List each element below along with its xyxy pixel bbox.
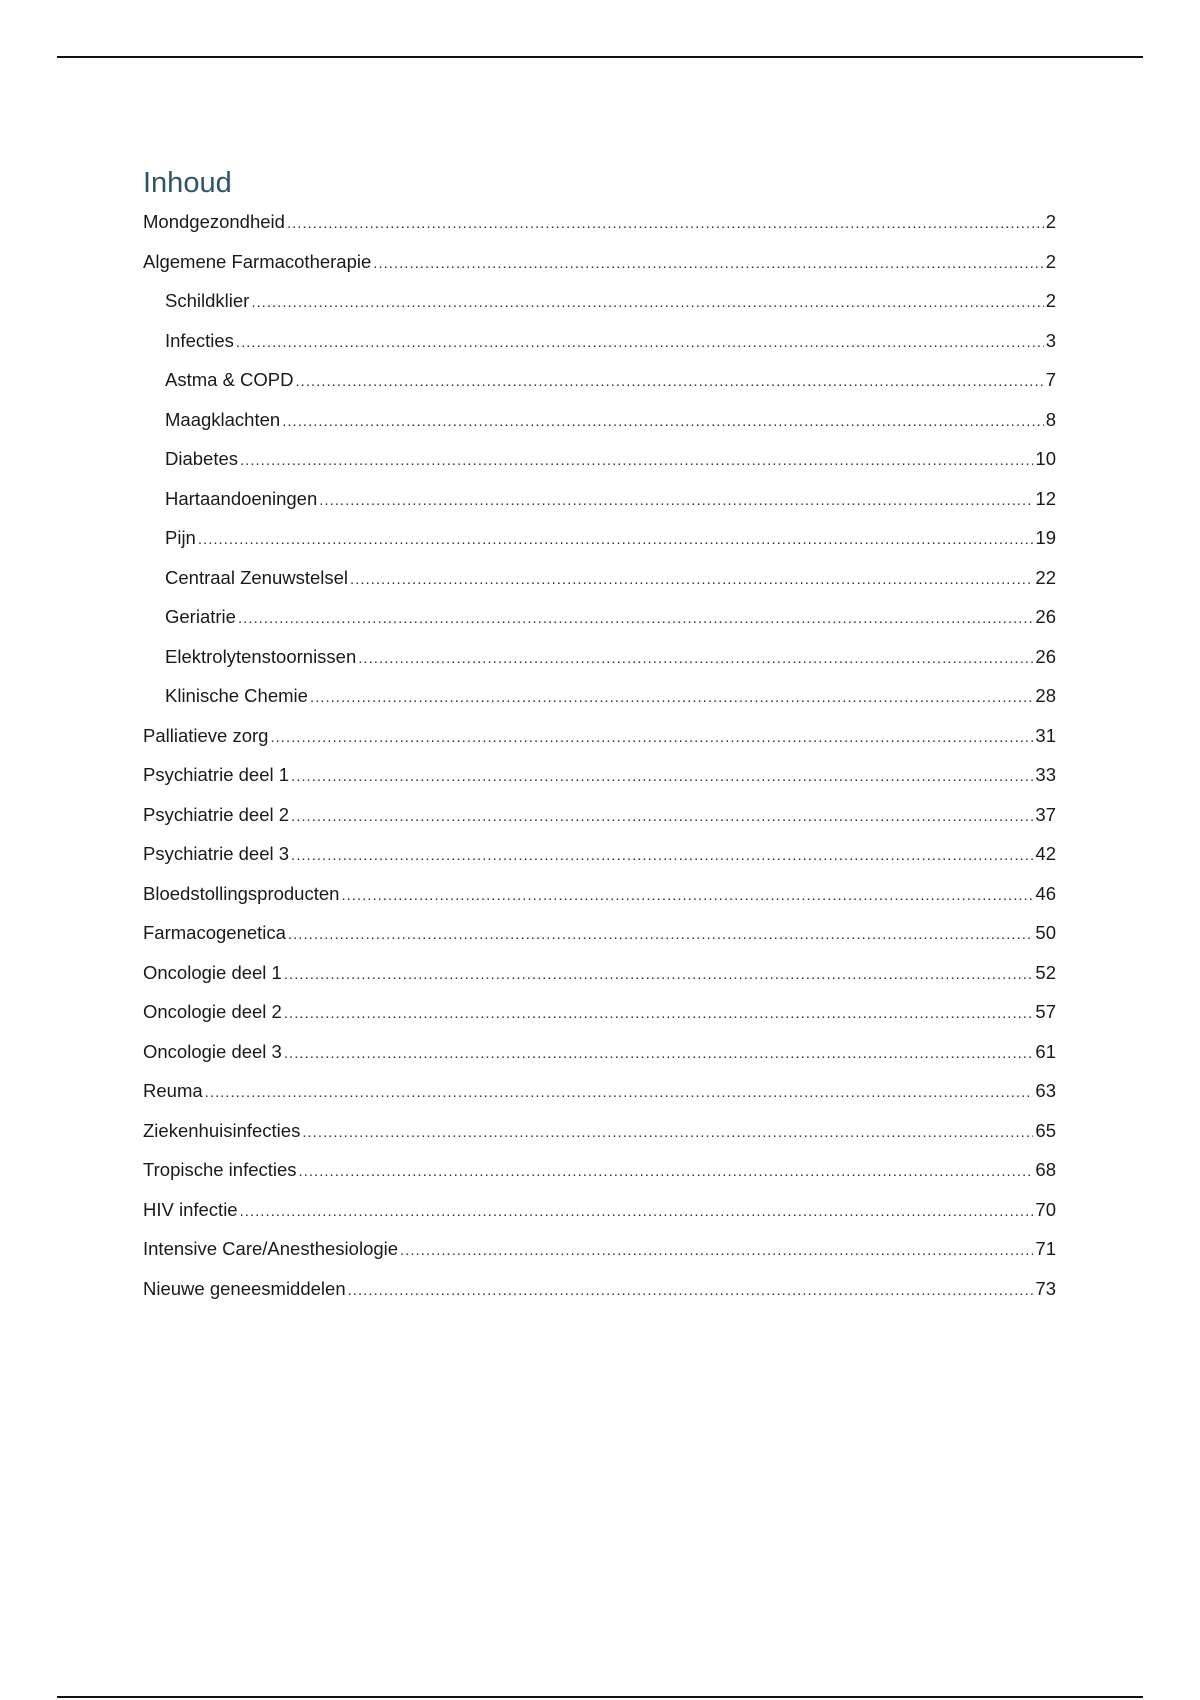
toc-entry[interactable]: [143, 1276, 1056, 1316]
toc-entry-page-number[interactable]: 3: [1045, 329, 1056, 351]
toc-dot-leader: [287, 211, 1044, 237]
toc-entry-page-number[interactable]: 52: [1035, 961, 1056, 983]
toc-entry-page-number[interactable]: 63: [1035, 1080, 1056, 1101]
toc-entry-label[interactable]: Oncologie deel 1: [143, 961, 282, 983]
toc-entry-label[interactable]: Geriatrie: [165, 606, 236, 627]
toc-entry-label[interactable]: Psychiatrie deel 3: [143, 843, 290, 864]
toc-entry-page-number[interactable]: 31: [1035, 724, 1056, 746]
toc-entry-page-number[interactable]: 8: [1045, 408, 1056, 430]
toc-dot-leader: [198, 527, 1034, 553]
toc-entry-page-number[interactable]: 26: [1035, 606, 1056, 627]
toc-entry-page-number[interactable]: 50: [1035, 922, 1056, 943]
toc-entry[interactable]: [143, 407, 1056, 447]
toc-entry[interactable]: [143, 1078, 1056, 1118]
toc-dot-leader: [288, 922, 1033, 948]
toc-entry[interactable]: [143, 1118, 1056, 1158]
toc-entry-label[interactable]: Astma & COPD: [165, 369, 294, 390]
toc-dot-leader: [291, 764, 1033, 790]
toc-entry-page-number[interactable]: 46: [1035, 882, 1056, 904]
toc-dot-leader: [350, 567, 1033, 593]
toc-entry[interactable]: [143, 1236, 1056, 1276]
toc-list: [143, 209, 1056, 1315]
toc-dot-leader: [400, 1238, 1033, 1264]
toc-entry[interactable]: [143, 367, 1056, 407]
toc-entry[interactable]: [143, 802, 1056, 842]
toc-entry[interactable]: [143, 920, 1056, 960]
toc-entry-label[interactable]: Infecties: [165, 329, 234, 351]
toc-dot-leader: [270, 725, 1033, 751]
toc-title: Inhoud: [143, 167, 232, 199]
toc-dot-leader: [238, 606, 1033, 632]
toc-entry[interactable]: [143, 328, 1056, 368]
toc-dot-leader: [291, 843, 1033, 869]
footer-rule: [57, 1696, 1143, 1698]
toc-entry[interactable]: [143, 1197, 1056, 1237]
toc-entry-label[interactable]: Schildklier: [165, 290, 250, 311]
toc-entry-label[interactable]: Psychiatrie deel 1: [143, 764, 290, 785]
toc-dot-leader: [348, 1278, 1034, 1304]
toc-entry[interactable]: [143, 762, 1056, 802]
toc-dot-leader: [319, 488, 1033, 514]
toc-entry-label[interactable]: Klinische Chemie: [165, 685, 308, 706]
toc-entry[interactable]: [143, 644, 1056, 684]
toc-entry[interactable]: [143, 841, 1056, 881]
toc-dot-leader: [341, 883, 1033, 909]
toc-entry[interactable]: [143, 723, 1056, 763]
toc-entry[interactable]: [143, 565, 1056, 605]
toc-dot-leader: [296, 369, 1044, 395]
toc-entry-page-number[interactable]: 7: [1045, 369, 1056, 390]
toc-entry-page-number[interactable]: 19: [1035, 527, 1056, 548]
toc-entry[interactable]: [143, 1157, 1056, 1197]
toc-entry-label[interactable]: Algemene Farmacotherapie: [143, 250, 372, 272]
toc-entry-page-number[interactable]: 70: [1035, 1198, 1056, 1220]
toc-entry-label[interactable]: Pijn: [165, 527, 196, 548]
toc-entry[interactable]: [143, 486, 1056, 526]
toc-dot-leader: [236, 330, 1044, 356]
toc-entry-page-number[interactable]: 71: [1035, 1238, 1056, 1259]
toc-entry-label[interactable]: Farmacogenetica: [143, 922, 286, 943]
toc-entry-page-number[interactable]: 28: [1035, 685, 1056, 706]
toc-entry-page-number[interactable]: 2: [1045, 290, 1056, 311]
toc-entry-label[interactable]: Oncologie deel 3: [143, 1040, 282, 1062]
toc-entry-label[interactable]: Diabetes: [165, 448, 239, 469]
toc-entry[interactable]: [143, 249, 1056, 289]
toc-dot-leader: [284, 962, 1034, 988]
toc-entry-label[interactable]: Oncologie deel 2: [143, 1001, 282, 1022]
toc-entry-page-number[interactable]: 10: [1035, 448, 1056, 469]
toc-entry-label[interactable]: Hartaandoeningen: [165, 487, 318, 509]
toc-entry-page-number[interactable]: 2: [1045, 250, 1056, 272]
toc-entry-label[interactable]: Tropische infecties: [143, 1159, 297, 1180]
toc-dot-leader: [291, 804, 1033, 830]
toc-entry-label[interactable]: Intensive Care/Anesthesiologie: [143, 1238, 399, 1259]
toc-entry[interactable]: [143, 604, 1056, 644]
toc-entry-label[interactable]: Elektrolytenstoornissen: [165, 645, 357, 667]
toc-entry-page-number[interactable]: 68: [1035, 1159, 1056, 1180]
toc-entry-label[interactable]: Nieuwe geneesmiddelen: [143, 1277, 346, 1299]
toc-entry-page-number[interactable]: 37: [1035, 803, 1056, 825]
toc-entry-label[interactable]: Ziekenhuisinfecties: [143, 1119, 301, 1141]
toc-entry[interactable]: [143, 1039, 1056, 1079]
toc-dot-leader: [282, 409, 1044, 435]
toc-entry-label[interactable]: HIV infectie: [143, 1198, 238, 1220]
toc-entry-page-number[interactable]: 12: [1035, 487, 1056, 509]
toc-entry-page-number[interactable]: 65: [1035, 1119, 1056, 1141]
toc-entry[interactable]: [143, 960, 1056, 1000]
toc-dot-leader: [302, 1120, 1033, 1146]
toc-entry-label[interactable]: Reuma: [143, 1080, 203, 1101]
toc-entry-page-number[interactable]: 22: [1035, 566, 1056, 588]
toc-entry[interactable]: [143, 446, 1056, 486]
header-rule: [57, 56, 1143, 58]
toc-entry-page-number[interactable]: 2: [1045, 211, 1056, 232]
toc-entry-page-number[interactable]: 61: [1035, 1040, 1056, 1062]
toc-entry[interactable]: [143, 209, 1056, 249]
toc-entry-label[interactable]: Maagklachten: [165, 408, 281, 430]
toc-entry[interactable]: [143, 881, 1056, 921]
toc-entry[interactable]: [143, 999, 1056, 1039]
toc-dot-leader: [373, 251, 1043, 277]
toc-entry[interactable]: [143, 683, 1056, 723]
toc-dot-leader: [205, 1080, 1034, 1106]
toc-entry-label[interactable]: Mondgezondheid: [143, 211, 285, 232]
toc-entry-label[interactable]: Bloedstollingsproducten: [143, 882, 340, 904]
toc-dot-leader: [358, 646, 1033, 672]
toc-entry-page-number[interactable]: 33: [1035, 764, 1056, 785]
toc-entry-page-number[interactable]: 42: [1035, 843, 1056, 864]
toc-dot-leader: [251, 290, 1043, 316]
toc-dot-leader: [240, 448, 1033, 474]
toc-entry-label[interactable]: Palliatieve zorg: [143, 724, 269, 746]
toc-entry-page-number[interactable]: 26: [1035, 645, 1056, 667]
toc-entry-page-number[interactable]: 73: [1035, 1277, 1056, 1299]
toc-dot-leader: [240, 1199, 1034, 1225]
toc-entry-label[interactable]: Psychiatrie deel 2: [143, 803, 290, 825]
toc-dot-leader: [284, 1001, 1034, 1027]
toc-entry-page-number[interactable]: 57: [1035, 1001, 1056, 1022]
toc-entry-label[interactable]: Centraal Zenuwstelsel: [165, 566, 349, 588]
toc-entry[interactable]: [143, 525, 1056, 565]
toc-dot-leader: [310, 685, 1033, 711]
toc-dot-leader: [284, 1041, 1034, 1067]
toc-dot-leader: [299, 1159, 1034, 1185]
table-of-contents: [143, 166, 1056, 1315]
toc-entry[interactable]: [143, 288, 1056, 328]
